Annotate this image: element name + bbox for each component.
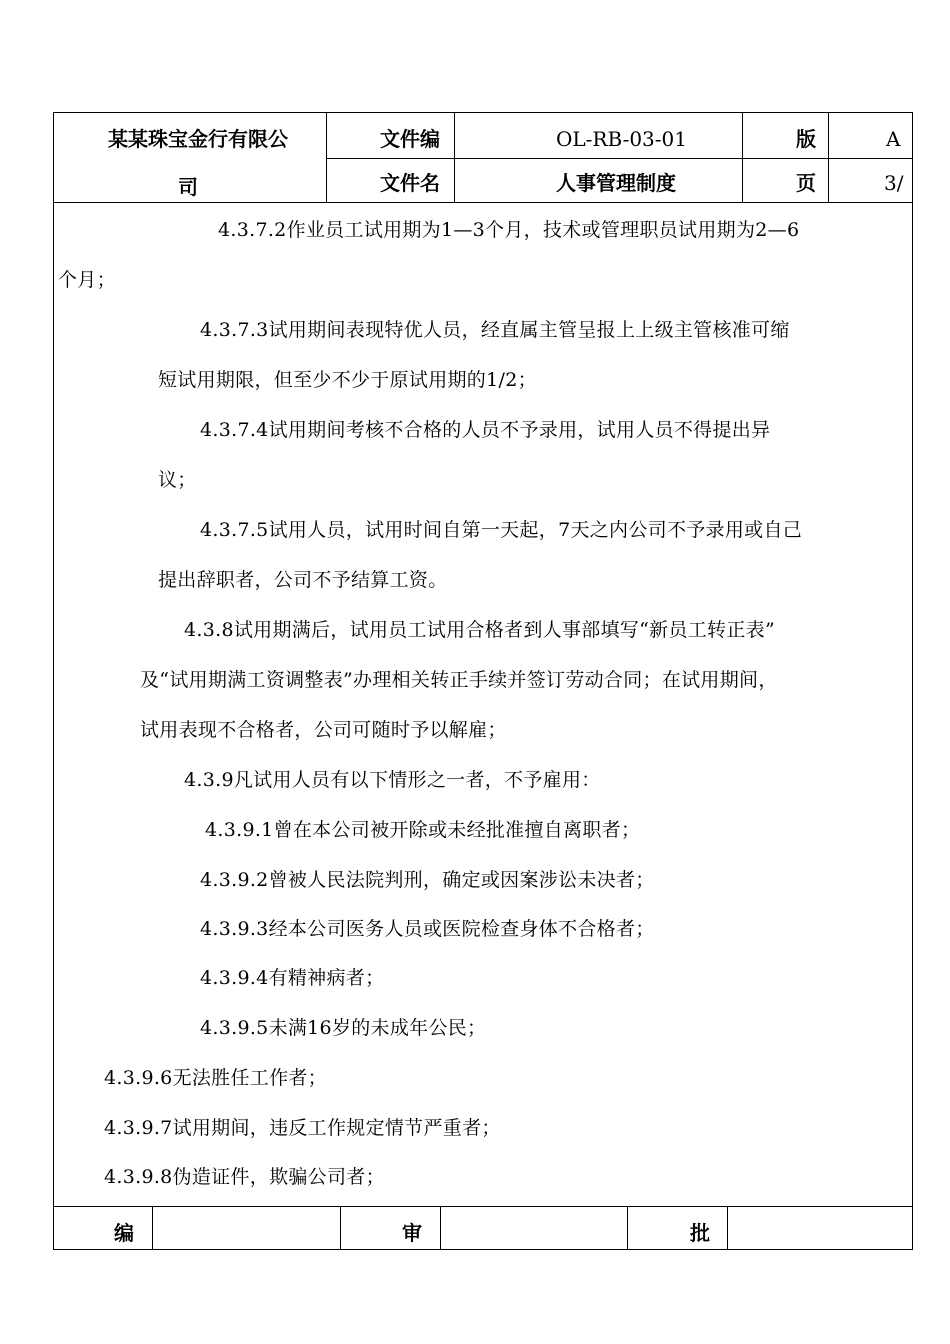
review-label: 审 <box>402 1221 422 1245</box>
doc-number-label: 文件编 <box>380 127 440 151</box>
body-line: 4.3.9.8伪造证件，欺骗公司者； <box>104 1166 385 1188</box>
body-line: 4.3.9凡试用人员有以下情形之一者，不予雇用： <box>184 769 601 791</box>
body-line: 4.3.7.2作业员工试用期为1—3个月，技术或管理职员试用期为2—6 <box>218 219 800 241</box>
body-line: 4.3.7.3试用期间表现特优人员，经直属主管呈报上上级主管核准可缩 <box>200 319 790 341</box>
body-line: 4.3.9.7试用期间，违反工作规定情节严重者； <box>104 1117 501 1139</box>
body-line: 提出辞职者，公司不予结算工资。 <box>158 569 448 591</box>
doc-name-value: 人事管理制度 <box>556 171 676 195</box>
body-line: 4.3.9.3经本公司医务人员或医院检查身体不合格者； <box>200 918 655 940</box>
footer-col-divider-1 <box>152 1206 153 1250</box>
page-label: 页 <box>796 171 816 195</box>
body-line: 试用表现不合格者，公司可随时予以解雇； <box>140 719 507 741</box>
approve-label: 批 <box>690 1221 710 1245</box>
body-line: 4.3.9.1曾在本公司被开除或未经批准擅自离职者； <box>205 819 641 841</box>
body-line: 4.3.7.4试用期间考核不合格的人员不予录用，试用人员不得提出异 <box>200 419 771 441</box>
page-value: 3/ <box>884 171 904 195</box>
body-line: 4.3.7.5试用人员，试用时间自第一天起，7天之内公司不予录用或自己 <box>200 519 803 541</box>
header-col-divider-3 <box>742 112 743 202</box>
body-line: 4.3.9.5未满16岁的未成年公民； <box>200 1017 487 1039</box>
body-line: 议； <box>158 469 197 491</box>
company-name-line2: 司 <box>178 175 198 199</box>
footer-top-border <box>53 1206 913 1207</box>
doc-number-value: OL-RB-03-01 <box>556 127 687 151</box>
footer-col-divider-3 <box>440 1206 441 1250</box>
footer-col-divider-5 <box>727 1206 728 1250</box>
body-line: 及“试用期满工资调整表”办理相关转正手续并签订劳动合同；在试用期间， <box>140 669 778 691</box>
footer-col-divider-4 <box>627 1206 628 1250</box>
company-name-line1: 某某珠宝金行有限公 <box>108 127 288 151</box>
header-col-divider-2 <box>454 112 455 202</box>
body-line: 个月； <box>58 269 116 291</box>
header-row-divider <box>326 158 913 159</box>
header-col-divider-4 <box>828 112 829 202</box>
version-value: A <box>886 127 901 151</box>
version-label: 版 <box>796 127 816 151</box>
body-line: 短试用期限，但至少不少于原试用期的1/2； <box>158 369 537 391</box>
doc-name-label: 文件名 <box>380 171 440 195</box>
header-bottom-border <box>53 202 913 203</box>
footer-col-divider-2 <box>340 1206 341 1250</box>
header-col-divider-1 <box>326 112 327 202</box>
body-line: 4.3.8试用期满后，试用员工试用合格者到人事部填写“新员工转正表” <box>184 619 775 641</box>
body-line: 4.3.9.2曾被人民法院判刑，确定或因案涉讼未决者； <box>200 869 655 891</box>
body-line: 4.3.9.6无法胜任工作者； <box>104 1067 327 1089</box>
body-line: 4.3.9.4有精神病者； <box>200 967 385 989</box>
compile-label: 编 <box>114 1221 134 1245</box>
